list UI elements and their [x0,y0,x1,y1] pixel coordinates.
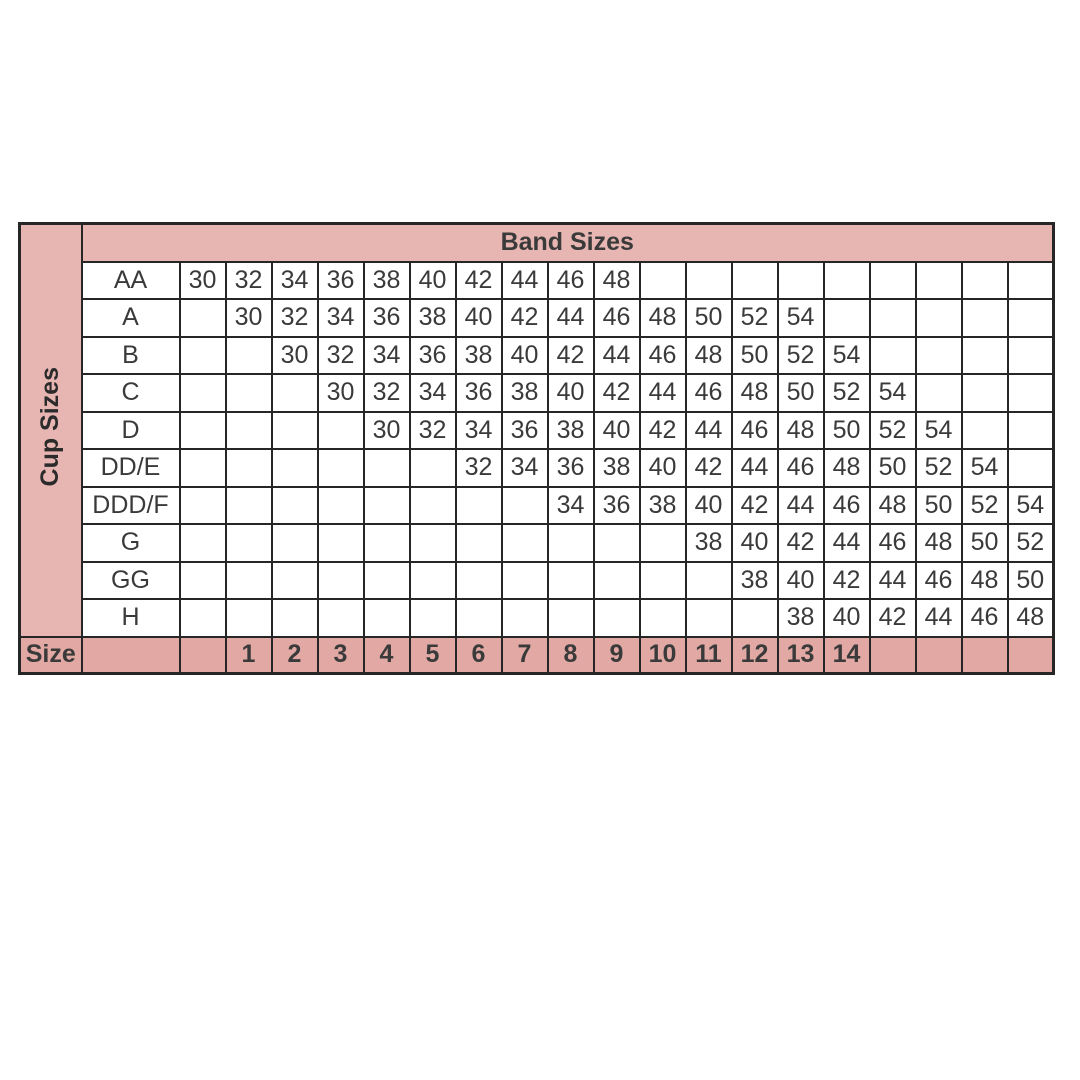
empty-cell [640,599,686,637]
empty-cell [502,487,548,525]
band-cell: 42 [548,337,594,375]
empty-cell [410,562,456,600]
band-cell: 52 [962,487,1008,525]
band-cell: 40 [410,262,456,300]
empty-cell [318,412,364,450]
band-cell: 50 [916,487,962,525]
band-cell: 36 [318,262,364,300]
empty-cell [962,299,1008,337]
empty-cell [548,562,594,600]
empty-cell [962,337,1008,375]
band-cell: 30 [180,262,226,300]
band-cell: 54 [962,449,1008,487]
band-cell: 50 [870,449,916,487]
band-cell: 40 [502,337,548,375]
band-cell: 42 [870,599,916,637]
band-cell: 32 [410,412,456,450]
empty-cell [824,262,870,300]
empty-cell [318,599,364,637]
empty-cell [456,599,502,637]
band-cell: 52 [778,337,824,375]
band-cell: 48 [732,374,778,412]
band-cell: 48 [640,299,686,337]
empty-cell [870,262,916,300]
empty-cell [870,299,916,337]
empty-cell [180,599,226,637]
empty-cell [1008,337,1054,375]
size-row-label: Size [20,637,82,674]
empty-cell [686,599,732,637]
cup-row-DDD-F [20,487,1054,525]
band-cell: 50 [1008,562,1054,600]
cup-row-DD-E [20,449,1054,487]
cup-sizes-axis-cell [20,224,82,637]
empty-cell [226,337,272,375]
empty-cell [272,599,318,637]
empty-cell [686,562,732,600]
empty-cell [456,487,502,525]
empty-cell [962,262,1008,300]
header-row [20,224,1054,262]
empty-cell [272,487,318,525]
band-cell: 48 [686,337,732,375]
band-cell: 44 [502,262,548,300]
band-cell: 40 [686,487,732,525]
empty-cell [916,637,962,674]
empty-cell [962,637,1008,674]
band-cell: 42 [594,374,640,412]
empty-cell [732,262,778,300]
empty-cell [640,562,686,600]
empty-cell [180,412,226,450]
empty-cell [916,262,962,300]
band-cell: 36 [548,449,594,487]
band-cell: 54 [824,337,870,375]
band-cell: 32 [272,299,318,337]
band-cell: 42 [732,487,778,525]
band-cell: 38 [732,562,778,600]
empty-cell [456,562,502,600]
empty-cell [410,449,456,487]
band-cell: 50 [686,299,732,337]
empty-cell [594,562,640,600]
cup-row-B [20,337,1054,375]
band-cell: 38 [548,412,594,450]
size-cell: 13 [778,637,824,674]
band-cell: 52 [916,449,962,487]
empty-cell [180,487,226,525]
empty-cell [916,337,962,375]
band-cell: 50 [778,374,824,412]
empty-cell [502,599,548,637]
empty-cell [870,637,916,674]
empty-cell [870,337,916,375]
band-cell: 40 [548,374,594,412]
empty-cell [318,449,364,487]
cup-label: DD/E [82,449,180,487]
size-cell: 6 [456,637,502,674]
cup-label: D [82,412,180,450]
empty-cell [456,524,502,562]
band-cell: 46 [594,299,640,337]
band-cell: 30 [364,412,410,450]
band-cell: 54 [1008,487,1054,525]
band-cell: 38 [640,487,686,525]
band-cell: 36 [364,299,410,337]
empty-cell [1008,412,1054,450]
empty-cell [502,524,548,562]
size-cell: 10 [640,637,686,674]
band-cell: 38 [410,299,456,337]
size-cell: 9 [594,637,640,674]
band-cell: 36 [502,412,548,450]
band-cell: 42 [502,299,548,337]
empty-cell [226,562,272,600]
cup-row-H [20,599,1054,637]
size-cell: 4 [364,637,410,674]
empty-cell [732,599,778,637]
band-cell: 50 [962,524,1008,562]
band-cell: 40 [732,524,778,562]
empty-cell [548,524,594,562]
band-cell: 48 [778,412,824,450]
band-cell: 48 [594,262,640,300]
cup-sizes-label: Cup Sizes [36,367,65,487]
band-cell: 40 [594,412,640,450]
empty-cell [226,374,272,412]
band-cell: 46 [824,487,870,525]
empty-cell [226,599,272,637]
cup-row-G [20,524,1054,562]
band-cell: 44 [824,524,870,562]
band-cell: 36 [410,337,456,375]
size-cell: 2 [272,637,318,674]
band-cell: 44 [732,449,778,487]
cup-row-D [20,412,1054,450]
band-cell: 34 [318,299,364,337]
empty-cell [916,299,962,337]
band-cell: 52 [824,374,870,412]
cup-label: A [82,299,180,337]
empty-cell [1008,299,1054,337]
empty-cell [548,599,594,637]
empty-cell [318,487,364,525]
size-row [20,637,1054,674]
empty-cell [272,524,318,562]
band-cell: 46 [778,449,824,487]
cup-row-AA [20,262,1054,300]
cup-label: B [82,337,180,375]
band-cell: 54 [778,299,824,337]
empty-cell [180,637,226,674]
band-cell: 38 [502,374,548,412]
band-cell: 30 [272,337,318,375]
band-cell: 36 [456,374,502,412]
band-cell: 48 [824,449,870,487]
band-cell: 52 [870,412,916,450]
empty-cell [180,337,226,375]
empty-cell [180,299,226,337]
empty-cell [594,524,640,562]
size-cell: 12 [732,637,778,674]
band-cell: 46 [916,562,962,600]
size-cell: 1 [226,637,272,674]
cup-label: H [82,599,180,637]
band-sizes-header: Band Sizes [82,224,1054,262]
empty-cell [272,449,318,487]
size-cell: 8 [548,637,594,674]
band-cell: 54 [870,374,916,412]
band-cell: 38 [686,524,732,562]
cup-label: DDD/F [82,487,180,525]
band-cell: 42 [456,262,502,300]
bra-size-chart-table [18,222,1055,675]
band-cell: 32 [456,449,502,487]
empty-cell [180,562,226,600]
band-cell: 42 [824,562,870,600]
empty-cell [272,374,318,412]
empty-cell [364,449,410,487]
band-cell: 36 [594,487,640,525]
band-cell: 34 [410,374,456,412]
cup-label: AA [82,262,180,300]
band-cell: 40 [640,449,686,487]
band-cell: 32 [318,337,364,375]
empty-cell [1008,637,1054,674]
band-cell: 44 [548,299,594,337]
band-cell: 52 [1008,524,1054,562]
band-cell: 48 [1008,599,1054,637]
empty-cell [410,524,456,562]
empty-cell [180,374,226,412]
empty-cell [502,562,548,600]
empty-cell [180,449,226,487]
band-cell: 38 [364,262,410,300]
band-cell: 38 [456,337,502,375]
size-cell: 14 [824,637,870,674]
band-cell: 46 [870,524,916,562]
size-cell: 11 [686,637,732,674]
band-cell: 38 [778,599,824,637]
empty-cell [916,374,962,412]
band-cell: 32 [226,262,272,300]
empty-cell [594,599,640,637]
cup-row-A [20,299,1054,337]
band-cell: 30 [318,374,364,412]
empty-cell [640,524,686,562]
empty-cell [410,487,456,525]
empty-cell [226,487,272,525]
band-cell: 30 [226,299,272,337]
empty-cell [962,412,1008,450]
band-cell: 54 [916,412,962,450]
band-cell: 48 [870,487,916,525]
band-cell: 44 [778,487,824,525]
band-cell: 46 [548,262,594,300]
size-cell: 5 [410,637,456,674]
band-cell: 42 [778,524,824,562]
band-cell: 40 [824,599,870,637]
band-cell: 44 [870,562,916,600]
empty-cell [364,562,410,600]
empty-cell [778,262,824,300]
empty-cell [410,599,456,637]
band-cell: 40 [778,562,824,600]
band-cell: 34 [502,449,548,487]
band-cell: 42 [640,412,686,450]
empty-cell [686,262,732,300]
empty-cell [1008,262,1054,300]
band-cell: 44 [640,374,686,412]
cup-label: GG [82,562,180,600]
cup-row-C [20,374,1054,412]
empty-cell [272,412,318,450]
empty-cell [640,262,686,300]
band-cell: 34 [272,262,318,300]
band-cell: 48 [916,524,962,562]
empty-cell [824,299,870,337]
empty-cell [82,637,180,674]
empty-cell [318,562,364,600]
band-cell: 44 [594,337,640,375]
band-cell: 44 [686,412,732,450]
empty-cell [272,562,318,600]
size-cell: 3 [318,637,364,674]
band-cell: 48 [962,562,1008,600]
band-cell: 50 [824,412,870,450]
band-cell: 46 [640,337,686,375]
band-cell: 40 [456,299,502,337]
empty-cell [318,524,364,562]
empty-cell [226,524,272,562]
empty-cell [226,449,272,487]
empty-cell [180,524,226,562]
band-cell: 44 [916,599,962,637]
band-cell: 32 [364,374,410,412]
empty-cell [962,374,1008,412]
band-cell: 34 [456,412,502,450]
cup-label: C [82,374,180,412]
band-cell: 46 [732,412,778,450]
empty-cell [364,524,410,562]
band-cell: 38 [594,449,640,487]
empty-cell [226,412,272,450]
empty-cell [1008,374,1054,412]
cup-label: G [82,524,180,562]
empty-cell [1008,449,1054,487]
band-cell: 42 [686,449,732,487]
cup-row-GG [20,562,1054,600]
band-cell: 34 [364,337,410,375]
band-cell: 34 [548,487,594,525]
empty-cell [364,599,410,637]
band-cell: 46 [686,374,732,412]
band-cell: 50 [732,337,778,375]
empty-cell [364,487,410,525]
band-cell: 46 [962,599,1008,637]
size-cell: 7 [502,637,548,674]
band-cell: 52 [732,299,778,337]
